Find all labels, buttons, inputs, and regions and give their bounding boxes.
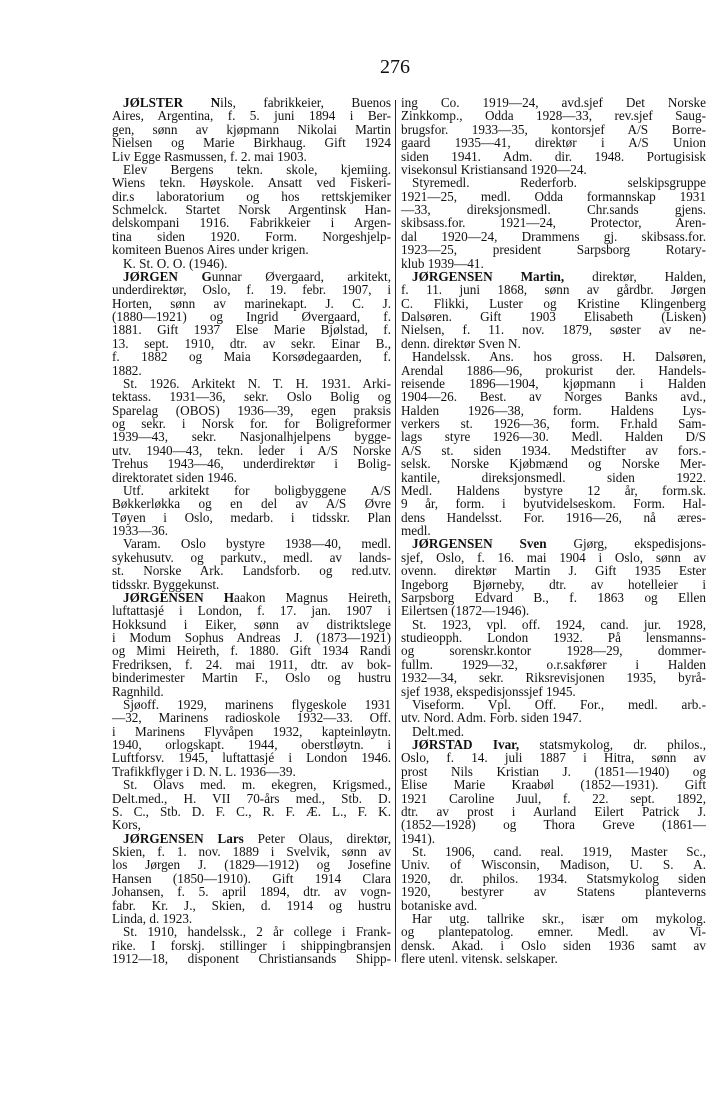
entry-heading-line (401, 537, 706, 550)
text-line (401, 310, 706, 323)
text-line (401, 818, 706, 831)
text-line (112, 578, 391, 591)
text-line (401, 925, 706, 938)
text-line (401, 564, 706, 577)
text-line (112, 430, 391, 443)
line-text: S. C., Stb. D. F. C., R. F. Æ. L., F. K. (112, 803, 391, 819)
line-text: C. Flikki, Luster og Kristine Klingenberg (401, 295, 706, 311)
line-text: Nielsen, f. 11. nov. 1879, søster av ne- (401, 322, 706, 338)
text-line (112, 658, 391, 671)
line-text: sjef 1938, ekspedisjonssjef 1945. (401, 683, 576, 699)
text-line (401, 96, 706, 109)
line-text: 1920, bestyrer av Statens planteverns (401, 884, 706, 900)
text-line (401, 163, 706, 176)
text-line (112, 417, 391, 430)
text-line (401, 858, 706, 871)
line-text: medl. (401, 523, 431, 538)
text-line (401, 591, 706, 604)
line-text: dir.s laboratorium og hos rettskjemiker (112, 188, 391, 204)
text-line (112, 604, 391, 617)
text-line (401, 497, 706, 510)
line-text: og Mimi Heireth, f. 1880. Gift 1934 Randi (112, 643, 391, 659)
text-line (401, 939, 706, 952)
entry-heading-line (112, 270, 391, 283)
text-line (112, 939, 391, 952)
line-text: Liv Egge Rasmussen, f. 2. mai 1903. (112, 148, 307, 164)
text-line (112, 377, 391, 390)
text-line (401, 150, 706, 163)
text-line (401, 604, 706, 617)
line-text: komiteen Buenos Aires under krigen. (112, 242, 309, 258)
line-text: tina siden 1920. Form. Norgeshjelp- (112, 228, 391, 244)
line-text: Har utg. tallrike skr., især om mykolog. (412, 910, 706, 926)
line-text: ovenn. direktør Martin J. Gift 1935 Ester (401, 563, 706, 579)
line-text: Varam. Oslo bystyre 1938—40, medl. (123, 536, 391, 552)
text-line (401, 404, 706, 417)
text-line (112, 297, 391, 310)
text-line (112, 457, 391, 470)
line-text: dens Handelsst. For. 1916—26, nå æres- (401, 509, 706, 525)
line-text: gen, sønn av kjøpmann Nikolai Martin (112, 121, 391, 137)
line-text: Ingeborg Bjørneby, dtr. av hotelleier i (401, 576, 706, 592)
entry-heading-line (112, 96, 391, 109)
text-line (112, 484, 391, 497)
text-line (401, 243, 706, 256)
text-line (112, 564, 391, 577)
line-text: Wiens tekn. Høyskole. Ansatt ved Fiskeri- (112, 175, 391, 191)
line-text: Halden 1926—38, form. Haldens Lys- (401, 402, 706, 418)
text-line (401, 578, 706, 591)
text-line (401, 190, 706, 203)
text-line (401, 698, 706, 711)
text-line (401, 765, 706, 778)
text-line (112, 257, 391, 270)
line-text: A/S st. siden 1934. Medstifter av fors.- (401, 442, 706, 458)
line-text: K. St. O. O. (1946). (123, 255, 228, 271)
line-text: sykehusutv. og parkutv., medl. av lands- (112, 549, 391, 565)
text-line (401, 805, 706, 818)
line-text: direktoratet siden 1946. (112, 469, 237, 485)
line-text: Sarpsborg Edvard B., f. 1863 og Ellen (401, 589, 706, 605)
entry-headword: JØRGEN G (123, 268, 212, 284)
text-line (112, 899, 391, 912)
text-line (401, 444, 706, 457)
text-line (401, 778, 706, 791)
line-text: i Marinens Flyvåpen 1932, kapteinløytn. (112, 723, 391, 739)
text-line (112, 364, 391, 377)
line-text: Peter Olaus, direktør, (243, 830, 391, 846)
line-text: Styremedl. Rederforb. selskipsgruppe (412, 175, 706, 191)
text-line (112, 176, 391, 189)
line-text: Fredriksen, f. 24. mai 1911, dtr. av bok- (112, 656, 391, 672)
line-text: 1912—18, disponent Christiansands Shipp- (112, 951, 391, 966)
text-line (401, 711, 706, 724)
text-line (112, 310, 391, 323)
line-text: (1852—1928) og Thora Greve (1861— (401, 817, 706, 833)
line-text: statsmykolog, dr. philos., (519, 737, 706, 752)
line-text: og sorenskr.kontor 1928—29, dommer- (401, 643, 706, 659)
line-text: Horten, sønn av marinekapt. J. C. J. (112, 295, 391, 311)
text-line (401, 257, 706, 270)
text-line (112, 163, 391, 176)
text-line (112, 283, 391, 296)
line-text: los Jørgen J. (1829—1912) og Josefine (112, 857, 391, 873)
line-text: Johansen, f. 5. april 1894, dtr. av vogn- (112, 884, 391, 900)
line-text: —32, Marinens radioskole 1932—33. Off. (112, 710, 391, 726)
text-line (112, 136, 391, 149)
text-line (401, 230, 706, 243)
text-line (401, 845, 706, 858)
line-text: Delt.med., H. VII 70-års med., Stb. D. (112, 790, 391, 806)
line-text: direktør, Halden, (564, 268, 706, 284)
text-line (112, 952, 391, 965)
line-text: Trafikkflyger i D. N. L. 1936—39. (112, 763, 296, 779)
text-line (401, 176, 706, 189)
text-line (401, 136, 706, 149)
line-text: 1939—43, sekr. Nasjonalhjelpens bygge- (112, 429, 391, 445)
line-text: reisende 1896—1904, kjøpmann i Halden (401, 375, 706, 391)
text-line (112, 404, 391, 417)
line-text: 1921—25, medl. Odda formannskap 1931 (401, 188, 706, 204)
line-text: og sekr. i Norsk for. for Boligreformer (112, 416, 391, 431)
line-text: Hansen (1850—1910). Gift 1914 Clara (112, 870, 391, 886)
line-text: flere utenl. vitensk. selskaper. (401, 951, 558, 966)
column-divider (395, 100, 396, 962)
text-line (401, 216, 706, 229)
text-line (112, 792, 391, 805)
text-line (112, 818, 391, 831)
entry-heading-line (401, 738, 706, 751)
line-text: prost Nils Kristian J. (1851—1940) og (401, 763, 706, 779)
line-text: Sjøoff. 1929, marinens flygeskole 1931 (123, 696, 391, 712)
text-line (401, 430, 706, 443)
line-text: Dalsøren. Gift 1903 Elisabeth (Lisken) (401, 309, 706, 324)
text-line (112, 216, 391, 229)
line-text: og plantepatolog. emner. Medl. av Vi- (401, 924, 706, 940)
text-line (112, 551, 391, 564)
text-line (401, 109, 706, 122)
text-line (401, 417, 706, 430)
line-text: Schmelck. Startet Norsk Argentinsk Han- (112, 202, 391, 217)
text-line (112, 323, 391, 336)
text-line (401, 203, 706, 216)
text-line (112, 845, 391, 858)
line-text: f. 11. juni 1868, sønn av gårdbr. Jørgen (401, 282, 706, 298)
line-text: rike. I forskj. stillinger i shippingbransjen (112, 937, 391, 953)
text-line (401, 899, 706, 912)
text-line (401, 631, 706, 644)
entry-headword: JØRGENSEN Lars (123, 830, 244, 846)
left-column (112, 96, 391, 965)
text-line (112, 711, 391, 724)
text-line (401, 725, 706, 738)
entry-headword: JØRGENSEN H (123, 589, 234, 605)
line-text: Trehus 1943—46, underdirektør i Bolig- (112, 456, 391, 472)
line-text: Elise Marie Kraabøl (1852—1931). Gift (401, 777, 706, 793)
line-text: botaniske avd. (401, 897, 478, 913)
text-line (401, 390, 706, 403)
text-line (112, 390, 391, 403)
line-text: (1880—1921) og Ingrid Øvergaard, f. (112, 309, 391, 324)
entry-headword: JØRSTAD Ivar, (412, 737, 520, 752)
line-text: 1923—25, president Sarpsborg Rotary- (401, 242, 706, 258)
text-line (401, 283, 706, 296)
line-text: 1904—26. Best. av Norges Banks avd., (401, 389, 706, 405)
text-line (401, 832, 706, 845)
text-line (112, 671, 391, 684)
line-text: tidsskr. Byggekunst. (112, 576, 220, 592)
text-line (112, 644, 391, 657)
text-line (401, 323, 706, 336)
text-line (112, 618, 391, 631)
line-text: Gjørg, ekspedisjons- (546, 536, 706, 552)
text-line (401, 618, 706, 631)
line-text: Ragnhild. (112, 683, 164, 699)
line-text: Hokksund i Eiker, sønn av distriktslege (112, 616, 391, 632)
line-text: 1940, orlogskapt. 1944, oberstløytn. i (112, 737, 391, 752)
text-line (112, 738, 391, 751)
line-text: sjef, Oslo, f. 16. mai 1904 i Oslo, sønn av (401, 549, 706, 565)
line-text: Bøkkerløkka og en del av A/S Øvre (112, 496, 391, 512)
text-line (112, 190, 391, 203)
line-text: Delt.med. (412, 723, 465, 739)
line-text: 1921 Caroline Juul, f. 22. sept. 1892, (401, 790, 706, 806)
line-text: selsk. Norske Kjøbmænd og Norske Mer- (401, 456, 706, 472)
line-text: 1882. (112, 362, 142, 378)
text-line (401, 872, 706, 885)
text-line (112, 805, 391, 818)
line-text: Oslo, f. 14. juli 1887 i Hitra, sønn av (401, 750, 706, 766)
line-text: St. 1926. Arkitekt N. T. H. 1931. Arki- (123, 375, 391, 391)
line-text: dal 1920—24, Drammens gj. skibsass.for. (401, 228, 706, 244)
text-line (112, 537, 391, 550)
line-text: aakon Magnus Heireth, (233, 589, 391, 605)
text-line (401, 685, 706, 698)
line-text: Aires, Argentina, f. 5. juni 1894 i Ber- (112, 108, 391, 124)
line-text: Elev Bergens tekn. skole, kjemiing. (123, 161, 391, 177)
text-line (112, 497, 391, 510)
text-line (112, 925, 391, 938)
line-text: St. 1923, vpl. off. 1924, cand. jur. 1928, (412, 616, 706, 632)
line-text: Sparelag (OBOS) 1936—39, egen praksis (112, 402, 391, 418)
text-line (112, 243, 391, 256)
line-text: 1933—36. (112, 523, 169, 538)
text-line (112, 511, 391, 524)
text-line (112, 858, 391, 871)
right-column (401, 96, 706, 965)
text-line (112, 885, 391, 898)
text-line (112, 350, 391, 363)
text-line (401, 912, 706, 925)
line-text: kantile, direksjonsmedl. siden 1922. (401, 469, 706, 485)
text-line (112, 524, 391, 537)
line-text: St. 1906, cand. real. 1919, Master Sc., (412, 844, 706, 859)
text-line (401, 885, 706, 898)
line-text: unnar Øvergaard, arkitekt, (211, 268, 391, 284)
text-line (112, 778, 391, 791)
text-line (112, 872, 391, 885)
line-text: fullm. 1929—32, o.r.sakfører i Halden (401, 656, 706, 672)
text-line (401, 751, 706, 764)
text-line (112, 631, 391, 644)
text-line (401, 471, 706, 484)
text-line (401, 457, 706, 470)
text-line (401, 671, 706, 684)
line-text: 13. sept. 1910, dtr. av sekr. Einar B., (112, 335, 391, 351)
line-text: delskompani 1916. Fabrikkeier i Argen- (112, 215, 391, 231)
text-line (112, 150, 391, 163)
text-line (112, 203, 391, 216)
text-line (401, 551, 706, 564)
line-text: denn. direktør Sven N. (401, 335, 521, 351)
line-text: ing Co. 1919—24, avd.sjef Det Norske (401, 95, 706, 110)
text-line (112, 725, 391, 738)
line-text: f. 1882 og Maia Korsødegaarden, f. (112, 349, 391, 365)
line-text: siden 1941. Adm. dir. 1948. Portugisisk (401, 148, 706, 164)
text-line (112, 230, 391, 243)
text-line (112, 912, 391, 925)
line-text: Eilertsen (1872—1946). (401, 603, 530, 619)
line-text: Kors, (112, 817, 141, 833)
text-line (112, 698, 391, 711)
line-text: skibsass.for. 1921—24, Protector, Aren- (401, 215, 706, 231)
line-text: Tøyen i Oslo, medarb. i tidsskr. Plan (112, 509, 391, 525)
text-line (401, 337, 706, 350)
line-text: st. Norske Ark. Landsforb. og red.utv. (112, 563, 391, 579)
text-line (401, 297, 706, 310)
line-text: tektass. 1931—36, sekr. Oslo Bolig og (112, 389, 391, 405)
line-text: i Modum Sophus Andreas J. (1873—1921) (112, 630, 391, 645)
line-text: luftattasjé i London, f. 17. jan. 1907 i (112, 603, 391, 619)
text-line (401, 377, 706, 390)
line-text: ils, fabrikkeier, Buenos (220, 95, 391, 110)
line-text: —33, direksjonsmedl. Chr.sands gjens. (401, 202, 706, 217)
line-text: visekonsul Kristiansand 1920—24. (401, 161, 587, 177)
text-line (112, 444, 391, 457)
text-line (401, 792, 706, 805)
text-line (112, 123, 391, 136)
line-text: 1932—34, sekr. Riksrevisjonen 1935, byrå- (401, 670, 706, 686)
text-line (112, 109, 391, 122)
line-text: utv. Nord. Adm. Forb. siden 1947. (401, 710, 582, 726)
entry-heading-line (112, 591, 391, 604)
line-text: utv. 1940—43, tekn. leder i A/S Norske (112, 442, 391, 458)
text-line (401, 350, 706, 363)
text-line (401, 952, 706, 965)
line-text: densk. Akad. i Oslo siden 1936 samt av (401, 937, 706, 953)
line-text: Nielsen og Marie Birkhaug. Gift 1924 (112, 135, 391, 151)
text-line (112, 337, 391, 350)
line-text: lags styre 1926—30. Medl. Halden D/S (401, 429, 706, 445)
text-line (401, 658, 706, 671)
line-text: underdirektør, Oslo, f. 19. febr. 1907, i (112, 282, 391, 298)
line-text: Arendal 1886—96, prokurist der. Handels- (401, 362, 706, 378)
entry-headword: JØRGENSEN Sven (412, 536, 547, 552)
entry-heading-line (401, 270, 706, 283)
text-line (112, 685, 391, 698)
line-text: Zinkkomp., Odda 1928—33, rev.sjef Saug- (401, 108, 706, 124)
line-text: verkers st. 1926—36, form. Fr.hald Sam- (401, 416, 706, 431)
text-line (401, 364, 706, 377)
text-line (401, 524, 706, 537)
text-line (401, 484, 706, 497)
line-text: St. Olavs med. m. ekegren, Krigsmed., (123, 777, 391, 793)
line-text: fabr. Kr. J., Skien, d. 1914 og hustru (112, 897, 391, 913)
line-text: gaard 1935—41, direktør i A/S Union (401, 135, 706, 151)
text-line (401, 644, 706, 657)
entry-heading-line (112, 832, 391, 845)
text-line (401, 123, 706, 136)
line-text: binderimester Martin F., Oslo og hustru (112, 670, 391, 686)
line-text: Luftforsv. 1945, luftattasjé i London 1946. (112, 750, 391, 766)
line-text: Skien, f. 1. nov. 1889 i Svelvik, sønn av (112, 844, 391, 859)
line-text: Linda, d. 1923. (112, 910, 193, 926)
text-line (112, 765, 391, 778)
text-line (112, 751, 391, 764)
line-text: Utf. arkitekt for boligbyggene A/S (123, 482, 391, 498)
line-text: St. 1910, handelssk., 2 år college i Frank- (123, 924, 391, 940)
line-text: 1920, dr. philos. 1934. Statsmykolog siden (401, 870, 706, 886)
line-text: Handelssk. Ans. hos gross. H. Dalsøren, (412, 349, 706, 365)
line-text: Medl. Haldens bystyre 12 år, form.sk. (401, 482, 706, 498)
text-line (112, 471, 391, 484)
line-text: 1941). (401, 830, 436, 846)
line-text: 9 år, form. i byutvidelseskom. Form. Hal- (401, 496, 706, 512)
line-text: studieopph. London 1932. På lensmanns- (401, 630, 706, 645)
line-text: dtr. av prost i Aurland Eilert Patrick J. (401, 803, 706, 819)
line-text: Viseform. Vpl. Off. For., medl. arb.- (412, 696, 706, 712)
entry-headword: JØRGENSEN Martin, (412, 268, 565, 284)
line-text: brugsfor. 1933—35, kontorsjef A/S Borre- (401, 121, 706, 137)
entry-headword: JØLSTER N (123, 95, 221, 110)
line-text: klub 1939—41. (401, 255, 484, 271)
text-line (401, 511, 706, 524)
line-text: Univ. of Wisconsin, Madison, U. S. A. (401, 857, 706, 873)
line-text: 1881. Gift 1937 Else Marie Bjølstad, f. (112, 322, 391, 338)
page-number: 276 (380, 56, 410, 78)
